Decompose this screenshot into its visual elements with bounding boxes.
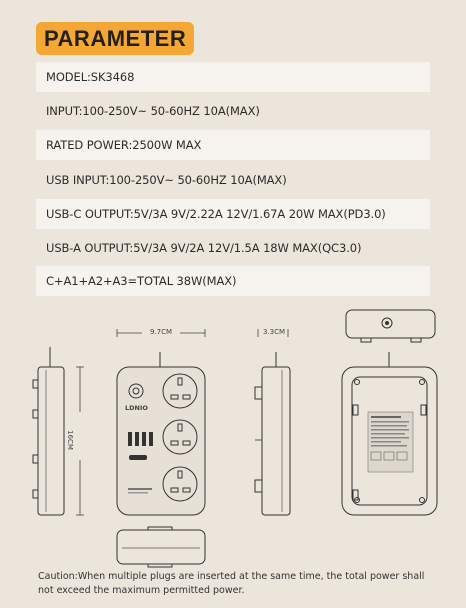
brand-logo: LDNIO xyxy=(125,404,148,412)
spec-row-usb-a-output: USB-A OUTPUT:5V/3A 9V/2A 12V/1.5A 18W MAX(QC3.0) xyxy=(46,241,362,255)
page-title: PARAMETER xyxy=(36,22,194,55)
back-view xyxy=(342,352,437,515)
width-dimension-label: 9.7CM xyxy=(150,328,173,336)
caution-note: Caution:When multiple plugs are inserted at the same time, the total power shall not exceed the maximum permitted power. xyxy=(38,571,425,596)
rating-label-icon xyxy=(368,412,413,472)
top-view xyxy=(346,310,435,342)
left-side-view xyxy=(33,347,64,515)
height-dimension-label: 16CM xyxy=(65,430,74,450)
spec-row-rated-power: RATED POWER:2500W MAX xyxy=(36,130,430,160)
spec-row-usb-input: USB INPUT:100-250V~ 50-60HZ 10A(MAX) xyxy=(46,173,287,187)
spec-row-usb-c-output: USB-C OUTPUT:5V/3A 9V/2.22A 12V/1.67A 20W MAX(PD3.0) xyxy=(36,199,430,229)
depth-dimension-label: 3.3CM xyxy=(263,328,286,336)
height-dimension-line xyxy=(76,367,84,515)
spec-row-total-output: C+A1+A2+A3=TOTAL 38W(MAX) xyxy=(36,266,430,296)
bottom-view xyxy=(117,527,205,567)
right-side-view xyxy=(255,352,290,515)
front-view xyxy=(117,352,205,515)
spec-row-input: INPUT:100-250V~ 50-60HZ 10A(MAX) xyxy=(46,104,260,118)
spec-row-model: MODEL:SK3468 xyxy=(36,62,430,92)
